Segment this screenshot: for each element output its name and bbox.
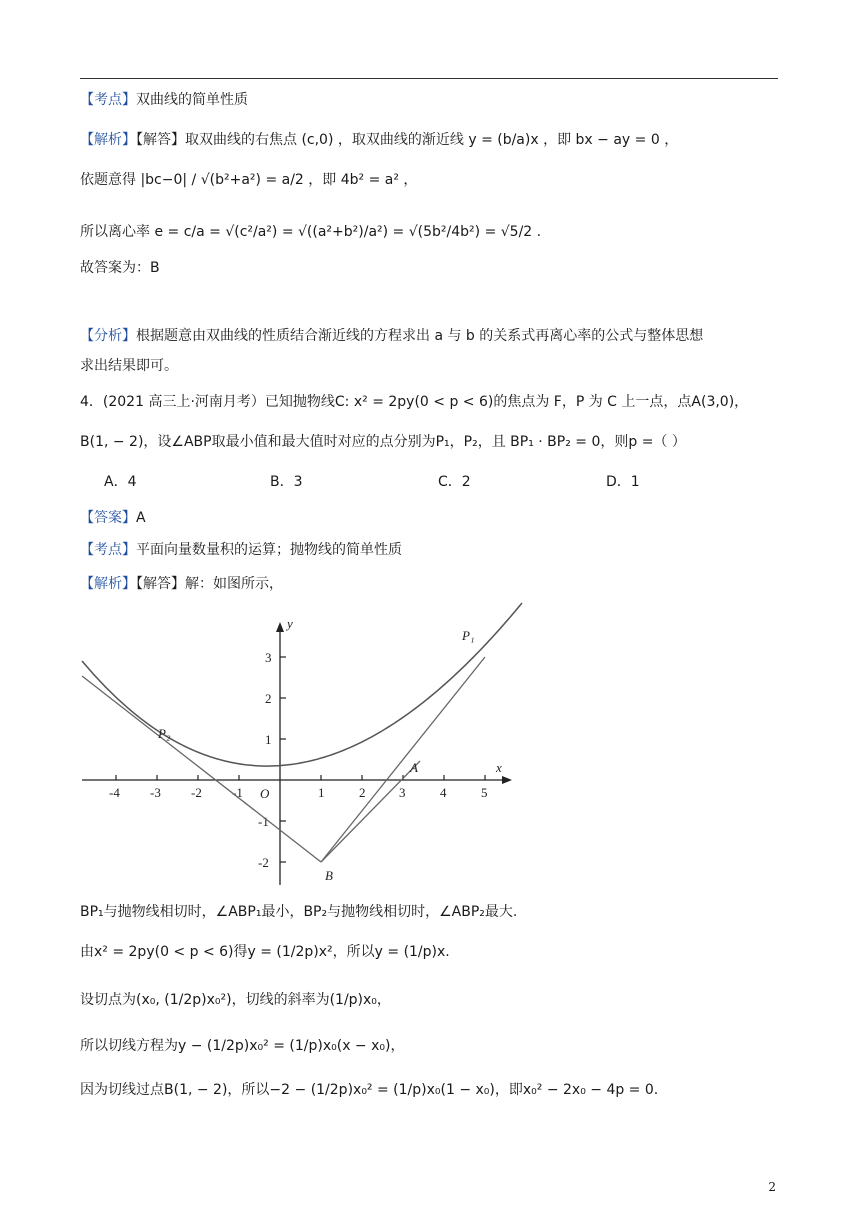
jiexi-line-4: 故答案为：B (80, 260, 160, 276)
option-d: D．1 (606, 474, 640, 490)
fenxi-text-1: 根据题意由双曲线的性质结合渐近线的方程求出 a 与 b 的关系式再离心率的公式与整体思想 (136, 328, 704, 344)
y-tick-label: 3 (265, 650, 272, 665)
jiexi-line-2: 依题意得 |bc−0| / √(b²+a²) = a/2 ，即 4b² = a² ， (80, 172, 418, 188)
x-tick-label: 4 (440, 785, 447, 800)
x-tick-label: 1 (318, 785, 325, 800)
jiexi-2-line (80, 574, 283, 594)
question-4-line-1: 4．(2021 高三上·河南月考）已知抛物线C: x² = 2py(0 < p < 6)的焦点为 F，P 为 C 上一点，点A(3,0)， (80, 394, 749, 410)
kaodian-2-tag: 【考点】 (80, 542, 136, 558)
options-row (104, 472, 704, 492)
page-number: 2 (768, 1180, 776, 1194)
x-tick-label: -2 (191, 785, 202, 800)
answer-line (80, 508, 146, 528)
option-c: C．2 (438, 474, 471, 490)
header-rule (80, 78, 778, 79)
fenxi-tag: 【分析】 (80, 328, 136, 344)
y-tick-label: 1 (265, 732, 272, 747)
tangent-bp2 (82, 676, 321, 862)
jiexi-2-text: 【解答】解：如图所示， (136, 576, 283, 592)
body-line-1: BP₁与抛物线相切时，∠ABP₁最小，BP₂与抛物线相切时，∠ABP₂最大. (80, 904, 518, 920)
jiexi-line-3: 所以离心率 e = c/a = √(c²/a²) = √((a²+b²)/a²) = √(5b²/4b²) = √5/2 . (80, 224, 542, 240)
kaodian-2-line (80, 540, 402, 560)
kaodian-text: 双曲线的简单性质 (136, 92, 248, 108)
body-line-3: 设切点为(x₀, (1/2p)x₀²)，切线的斜率为(1/p)x₀， (80, 992, 391, 1008)
y-axis-arrow (276, 622, 284, 632)
tangent-bp1 (321, 657, 485, 862)
x-axis-arrow (502, 776, 512, 784)
y-tick-label: -2 (258, 855, 269, 870)
kaodian-tag: 【考点】 (80, 92, 136, 108)
kaodian-2-text: 平面向量数量积的运算；抛物线的简单性质 (136, 542, 402, 558)
origin-label: O (260, 786, 270, 801)
fenxi-line-1 (80, 326, 703, 346)
jiexi-text-1: 【解答】取双曲线的右焦点 (c,0) ，取双曲线的渐近线 y = (b/a)x ，即 bx − ay = 0 ， (136, 132, 679, 148)
point-a-label: A (410, 760, 418, 775)
option-b: B．3 (270, 474, 303, 490)
kaodian-line (80, 90, 248, 110)
parabola-curve (82, 603, 522, 766)
y-tick-label: -1 (258, 814, 269, 829)
x-ticks (116, 775, 485, 780)
x-tick-label: 5 (481, 785, 488, 800)
point-p1-label: P₁ (462, 628, 475, 643)
option-a: A．4 (104, 474, 137, 490)
x-axis-label: x (496, 760, 502, 775)
x-tick-label: -4 (109, 785, 120, 800)
point-b-label: B (325, 868, 333, 883)
jiexi-2-tag: 【解析】 (80, 576, 136, 592)
x-tick-label: 3 (399, 785, 406, 800)
parabola-figure (80, 600, 530, 890)
x-tick-label: 2 (359, 785, 366, 800)
fenxi-line-2: 求出结果即可。 (80, 358, 178, 374)
point-p2-label: P₂ (158, 726, 171, 741)
jiexi-tag: 【解析】 (80, 132, 136, 148)
y-tick-label: 2 (265, 691, 272, 706)
question-4-line-2: B(1, − 2)，设∠ABP取最小值和最大值时对应的点分别为P₁，P₂，且 BP₁ · BP₂ = 0，则p =（ ） (80, 434, 686, 450)
answer-text: A (136, 510, 146, 526)
jiexi-line-1 (80, 130, 678, 150)
body-line-5: 因为切线过点B(1, − 2)，所以−2 − (1/2p)x₀² = (1/p)x₀(1 − x₀)，即x₀² − 2x₀ − 4p = 0. (80, 1082, 659, 1098)
body-line-2: 由x² = 2py(0 < p < 6)得y = (1/2p)x²，所以y = (1/p)x. (80, 944, 450, 960)
y-axis-label: y (287, 616, 293, 631)
answer-tag: 【答案】 (80, 510, 136, 526)
body-line-4: 所以切线方程为y − (1/2p)x₀² = (1/p)x₀(x − x₀)， (80, 1038, 405, 1054)
x-tick-label: -1 (232, 785, 243, 800)
segment-ba (321, 761, 420, 862)
x-tick-label: -3 (150, 785, 161, 800)
